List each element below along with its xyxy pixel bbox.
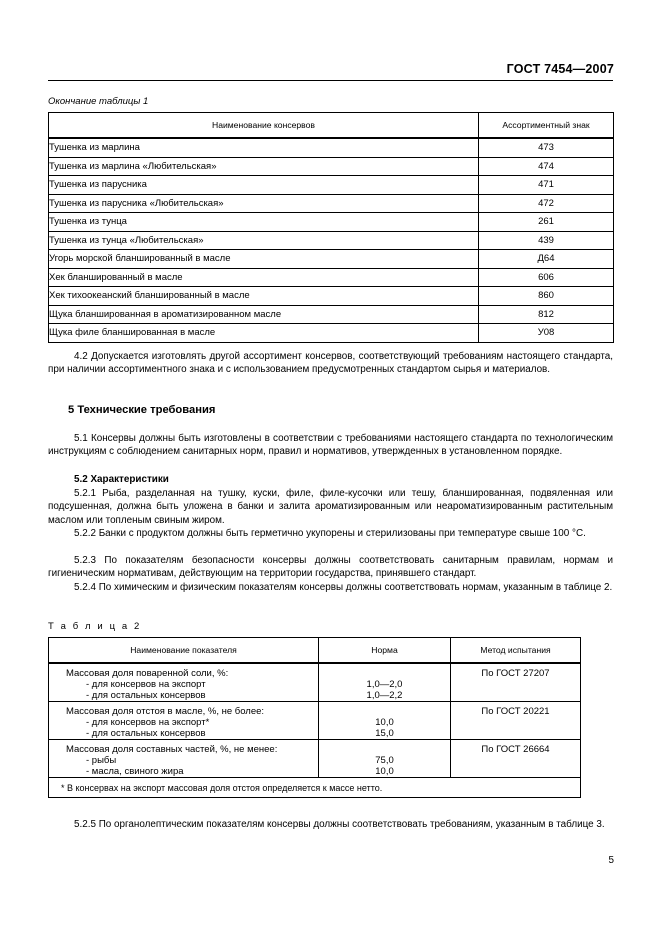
- table1-cell-code: 473: [479, 138, 614, 157]
- table-row: [49, 231, 614, 250]
- table2-indicator-main: Массовая доля составных частей, %, не менее:: [66, 744, 278, 755]
- table2-cell-indicator: [49, 740, 319, 778]
- table-2-norms: [48, 637, 581, 798]
- table2-header-row: [49, 638, 581, 664]
- paragraph-4-2-text: 4.2 Допускается изготовлять другой ассортимент консервов, соответствующий требованиям настоящего стандарта, при наличии ассортиментного знака и с использованием предусмотренных стандартом сырья и материалов.: [48, 351, 613, 376]
- table2-cell-indicator: [49, 663, 319, 702]
- table-row: [49, 305, 614, 324]
- table1-caption: Окончание таблицы 1: [48, 96, 149, 107]
- table1-cell-code: 261: [479, 213, 614, 232]
- paragraph-5-2-3: [48, 554, 613, 581]
- table2-cell-norm: [319, 702, 451, 740]
- table1-cell-code: 471: [479, 176, 614, 195]
- document-standard-number: ГОСТ 7454—2007: [506, 62, 614, 76]
- table-row: [49, 740, 581, 778]
- table1-cell-code: 439: [479, 231, 614, 250]
- table2-norm-value: 1,0—2,0: [366, 679, 403, 690]
- table1-col-code: Ассортиментный знак: [479, 113, 614, 139]
- table1-cell-code: 606: [479, 268, 614, 287]
- table2-indicator-sub: - масла, свиного жира: [86, 766, 184, 777]
- table1-cell-name: Хек бланшированный в масле: [49, 268, 479, 287]
- table1-cell-name: Тушенка из тунца «Любительская»: [49, 231, 479, 250]
- paragraph-5-2-4: [48, 581, 613, 594]
- table2-cell-method: По ГОСТ 27207: [451, 663, 581, 702]
- table2-indicator-main: Массовая доля отстоя в масле, %, не более:: [66, 706, 265, 717]
- table1-body: [49, 138, 614, 342]
- table1-cell-code: У08: [479, 324, 614, 343]
- table1-cell-name: Щука бланшированная в ароматизированном масле: [49, 305, 479, 324]
- table2-footnote: * В консервах на экспорт массовая доля отстоя определяется к массе нетто.: [49, 778, 581, 798]
- table1-cell-code: 474: [479, 157, 614, 176]
- table2-indicator-main: Массовая доля поваренной соли, %:: [66, 668, 229, 679]
- table2-cell-indicator: [49, 702, 319, 740]
- table2-indicator-sub: - для консервов на экспорт: [86, 679, 206, 690]
- table1-cell-name: Тушенка из тунца: [49, 213, 479, 232]
- table-row: [49, 138, 614, 157]
- table2-indicator-sub: - для консервов на экспорт*: [86, 717, 210, 728]
- paragraph-5-2-1-text: 5.2.1 Рыба, разделанная на тушку, куски, филе, филе-кусочки или тешу, бланшированная, подвяленная или подсушенная, должна быть уложена в банки и залита ароматизированным или неароматизированным растительным маслом или топленым свиным жиром.: [48, 488, 613, 526]
- table-row: [49, 268, 614, 287]
- table1-cell-name: Тушенка из марлина «Любительская»: [49, 157, 479, 176]
- table2-indicator-sub: - для остальных консервов: [86, 690, 206, 701]
- table1-cell-name: Тушенка из парусника: [49, 176, 479, 195]
- table1-cell-code: 860: [479, 287, 614, 306]
- table2-caption: Т а б л и ц а 2: [48, 621, 142, 632]
- paragraph-5-2-4-text: 5.2.4 По химическим и физическим показателям консервы должны соответствовать нормам, указанным в таблице 2.: [74, 582, 613, 593]
- table2-col-indicator: Наименование показателя: [49, 638, 319, 664]
- paragraph-5-2-3-text: 5.2.3 По показателям безопасности консервы должны соответствовать санитарным правилам, нормам и гигиеническим нормативам, действующим на территории государства, принявшего стандарт.: [48, 555, 613, 580]
- table2-col-norm: Норма: [319, 638, 451, 664]
- table2-col-method: Метод испытания: [451, 638, 581, 664]
- header-divider: [48, 80, 613, 81]
- paragraph-5-2-2-text: 5.2.2 Банки с продуктом должны быть герметично укупорены и стерилизованы при температуре свыше 100 °С.: [74, 528, 586, 539]
- table-row: [49, 194, 614, 213]
- table1-cell-name: Тушенка из марлина: [49, 138, 479, 157]
- table1-cell-name: Угорь морской бланшированный в масле: [49, 250, 479, 269]
- table-row: [49, 324, 614, 343]
- table-row: [49, 213, 614, 232]
- table2-cell-method: По ГОСТ 20221: [451, 702, 581, 740]
- table1-header-row: [49, 113, 614, 139]
- table1-cell-name: Щука филе бланшированная в масле: [49, 324, 479, 343]
- table2-norm-value: 15,0: [375, 728, 394, 739]
- table-row: [49, 176, 614, 195]
- table2-cell-norm: [319, 663, 451, 702]
- table2-norm-value: 75,0: [375, 755, 394, 766]
- paragraph-4-2: [48, 350, 613, 377]
- table2-norm-value: 10,0: [375, 766, 394, 777]
- table2-norm-value: 1,0—2,2: [366, 690, 403, 701]
- table-row: [49, 250, 614, 269]
- paragraph-5-1: [48, 432, 613, 459]
- table1-cell-code: 472: [479, 194, 614, 213]
- table-row: [49, 157, 614, 176]
- table2-indicator-sub: - для остальных консервов: [86, 728, 206, 739]
- paragraph-5-2-5-text: 5.2.5 По органолептическим показателям консервы должны соответствовать требованиям, указанным в таблице 3.: [74, 819, 605, 830]
- table1-cell-name: Хек тихоокеанский бланшированный в масле: [49, 287, 479, 306]
- paragraph-5-2-2: [48, 527, 613, 540]
- table-row: [49, 702, 581, 740]
- section-5-2-heading: 5.2 Характеристики: [74, 474, 169, 485]
- table2-footnote-row: [49, 778, 581, 798]
- table-1-assortment: [48, 112, 614, 343]
- table1-cell-name: Тушенка из парусника «Любительская»: [49, 194, 479, 213]
- table-row: [49, 287, 614, 306]
- paragraph-5-1-text: 5.1 Консервы должны быть изготовлены в соответствии с требованиями настоящего стандарта по технологическим инструкциям с соблюдением санитарных норм, правил и нормативов, утвержденных в установленном порядке.: [48, 433, 613, 458]
- section-5-heading: 5 Технические требования: [68, 404, 216, 416]
- paragraph-5-2-1: [48, 487, 613, 527]
- table2-body: [49, 663, 581, 798]
- table2-cell-norm: [319, 740, 451, 778]
- table2-norm-value: 10,0: [375, 717, 394, 728]
- page-number: 5: [608, 855, 614, 866]
- table-row: [49, 663, 581, 702]
- paragraph-5-2-5: [48, 818, 613, 831]
- table1-cell-code: Д64: [479, 250, 614, 269]
- table1-cell-code: 812: [479, 305, 614, 324]
- table2-cell-method: По ГОСТ 26664: [451, 740, 581, 778]
- table1-col-name: Наименование консервов: [49, 113, 479, 139]
- table2-indicator-sub: - рыбы: [86, 755, 117, 766]
